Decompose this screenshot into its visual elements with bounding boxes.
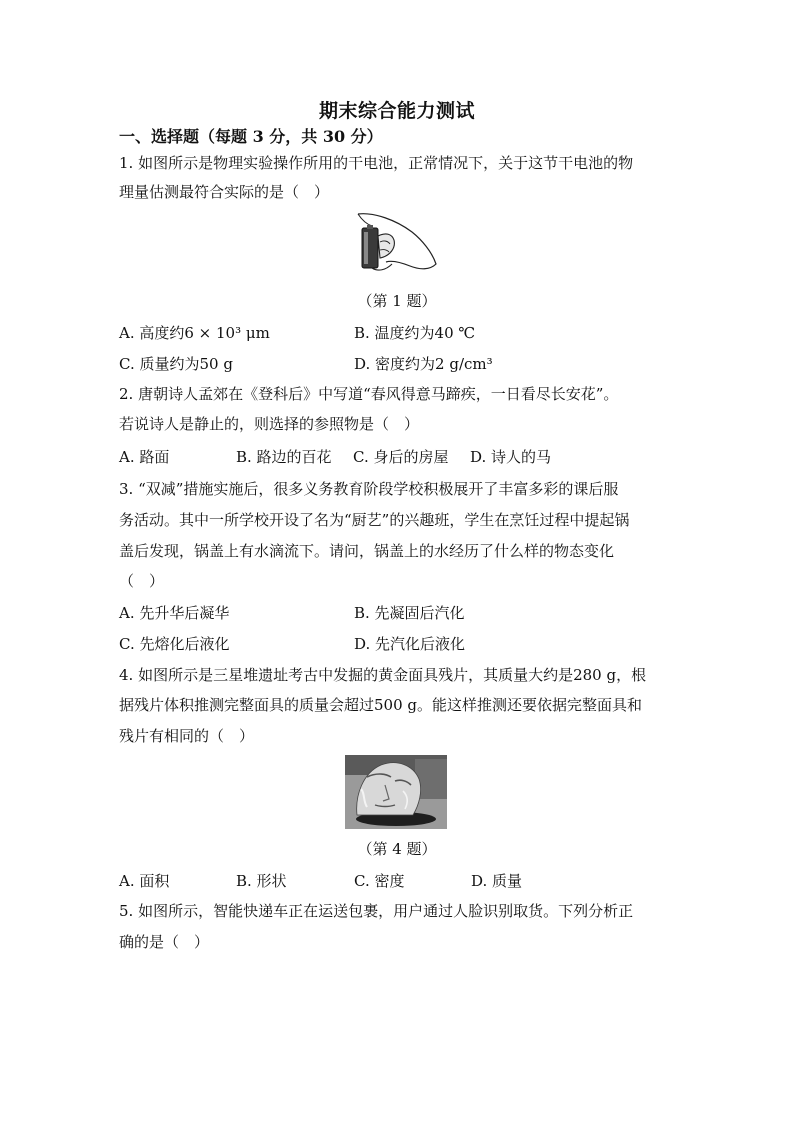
golden-mask-fragment-photo <box>345 755 447 829</box>
q4-stem-line2: 据残片体积推测完整面具的质量会超过500 g。能这样推测还要依据完整面具和 <box>119 696 643 714</box>
q2-stem-line1: 2. 唐朝诗人孟郊在《登科后》中写道“春风得意马蹄疾，一日看尽长安花”。 <box>119 385 619 403</box>
q2-option-b: B. 路边的百花 <box>236 448 332 466</box>
q4-stem-line1: 4. 如图所示是三星堆遗址考古中发掘的黄金面具残片，其质量大约是280 g，根 <box>119 666 647 684</box>
q3-stem-line4: （ ） <box>119 572 165 590</box>
q1-option-c: C. 质量约为50 g <box>119 355 233 373</box>
q3-option-a: A. 先升华后凝华 <box>119 604 230 622</box>
q1-option-d: D. 密度约为2 g/cm³ <box>354 355 493 373</box>
q1-stem-line2: 理量估测最符合实际的是（ ） <box>119 183 330 201</box>
q3-stem-line2: 务活动。其中一所学校开设了名为“厨艺”的兴趣班，学生在烹饪过程中提起锅 <box>119 511 630 529</box>
section-heading: 一、选择题（每题 3 分，共 30 分） <box>119 127 383 146</box>
q1-option-b: B. 温度约为40 ℃ <box>354 324 476 342</box>
q2-option-d: D. 诗人的马 <box>470 448 552 466</box>
q4-option-b: B. 形状 <box>236 872 287 890</box>
q5-stem-line1: 5. 如图所示，智能快递车正在运送包裹，用户通过人脸识别取货。下列分析正 <box>119 902 634 920</box>
q4-option-c: C. 密度 <box>354 872 405 890</box>
battery-in-hand-figure <box>352 210 440 274</box>
exam-title: 期末综合能力测试 <box>318 100 475 122</box>
q2-option-a: A. 路面 <box>119 448 170 466</box>
q5-stem-line2: 确的是（ ） <box>119 933 210 951</box>
q1-figure-caption: （第 1 题） <box>357 292 437 310</box>
q1-option-a: A. 高度约6 × 10³ μm <box>119 324 270 342</box>
q1-stem-line1: 1. 如图所示是物理实验操作所用的干电池，正常情况下，关于这节干电池的物 <box>119 154 634 172</box>
q4-stem-line3: 残片有相同的（ ） <box>119 727 255 745</box>
q3-option-d: D. 先汽化后液化 <box>354 635 466 653</box>
q4-figure-caption: （第 4 题） <box>357 840 437 858</box>
q2-option-c: C. 身后的房屋 <box>353 448 449 466</box>
q4-option-d: D. 质量 <box>471 872 523 890</box>
q3-option-b: B. 先凝固后汽化 <box>354 604 465 622</box>
q3-stem-line3: 盖后发现，锅盖上有水滴流下。请问，锅盖上的水经历了什么样的物态变化 <box>119 542 615 560</box>
q2-stem-line2: 若说诗人是静止的，则选择的参照物是（ ） <box>119 415 420 433</box>
q4-option-a: A. 面积 <box>119 872 170 890</box>
q3-stem-line1: 3. “双减”措施实施后，很多义务教育阶段学校积极展开了丰富多彩的课后服 <box>119 480 619 498</box>
q3-option-c: C. 先熔化后液化 <box>119 635 230 653</box>
